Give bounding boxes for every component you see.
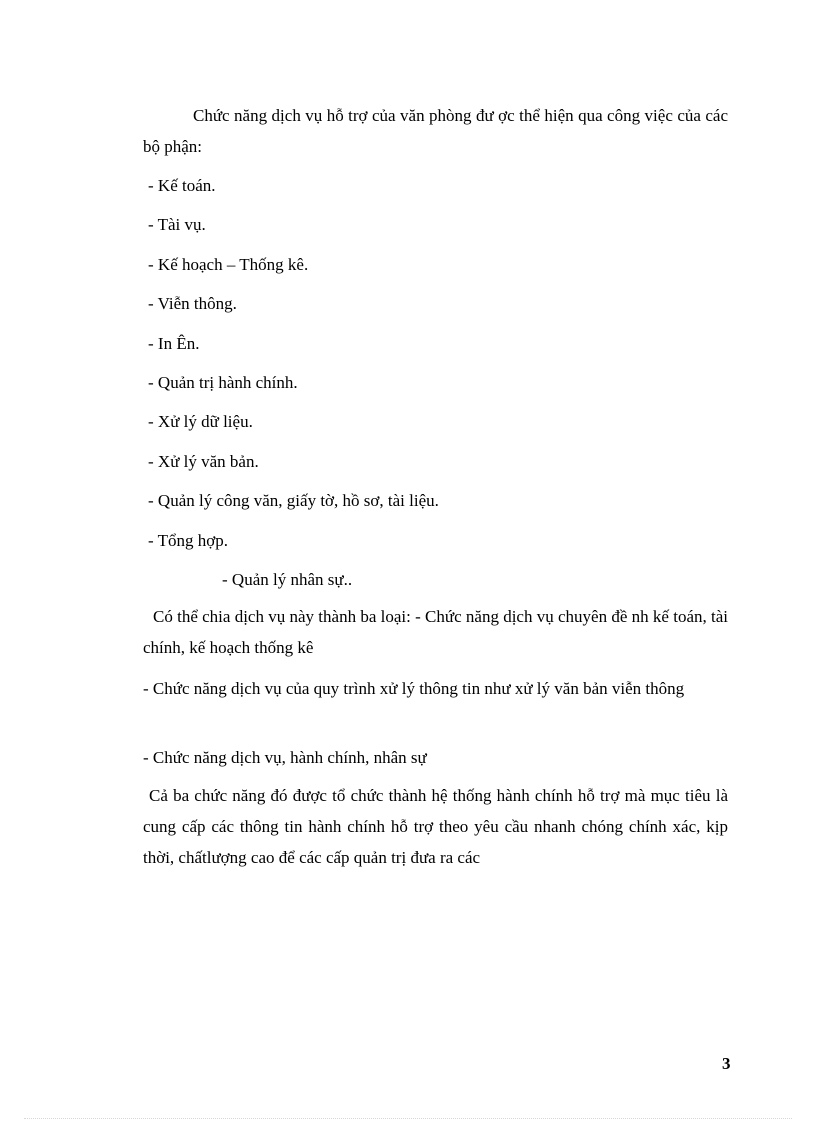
closing-paragraph: Cả ba chức năng đó được tổ chức thành hệ thống hành chính hỗ trợ mà mục tiêu là cung cấp các thông tin hành chính hỗ trợ theo yêu cầu nhanh chóng chính xác, kịp thời, chấtlượng cao để các cấp quản trị đưa ra các <box>143 786 728 867</box>
department-item: - Viễn thông. <box>148 294 237 313</box>
department-item: - Quản lý công văn, giấy tờ, hồ sơ, tài liệu. <box>148 491 439 510</box>
department-item: - Kế toán. <box>148 176 216 195</box>
footer-divider <box>24 1118 792 1119</box>
department-item: - Kế hoạch – Thống kê. <box>148 255 309 274</box>
page-number: 3 <box>722 1054 731 1073</box>
indented-item: - Quản lý nhân sự.. <box>222 570 353 589</box>
intro-paragraph: Chức năng dịch vụ hỗ trợ của văn phòng đư ợc thể hiện qua công việc của các bộ phận: <box>143 106 728 156</box>
service-process-paragraph: - Chức năng dịch vụ của quy trình xử lý thông tin như xử lý văn bản viễn thông <box>143 679 685 698</box>
service-admin-line: - Chức năng dịch vụ, hành chính, nhân sự <box>143 748 427 767</box>
department-item: - Tài vụ. <box>148 215 206 234</box>
department-item: - Xử lý dữ liệu. <box>148 412 253 431</box>
classification-paragraph: Có thể chia dịch vụ này thành ba loại: - Chức năng dịch vụ chuyên đề nh kế toán, tài chính, kế hoạch thống kê <box>143 607 728 657</box>
department-item: - Tổng hợp. <box>148 531 228 550</box>
department-item: - Xử lý văn bản. <box>148 452 259 471</box>
department-item: - In Ên. <box>148 334 200 353</box>
department-item: - Quản trị hành chính. <box>148 373 298 392</box>
